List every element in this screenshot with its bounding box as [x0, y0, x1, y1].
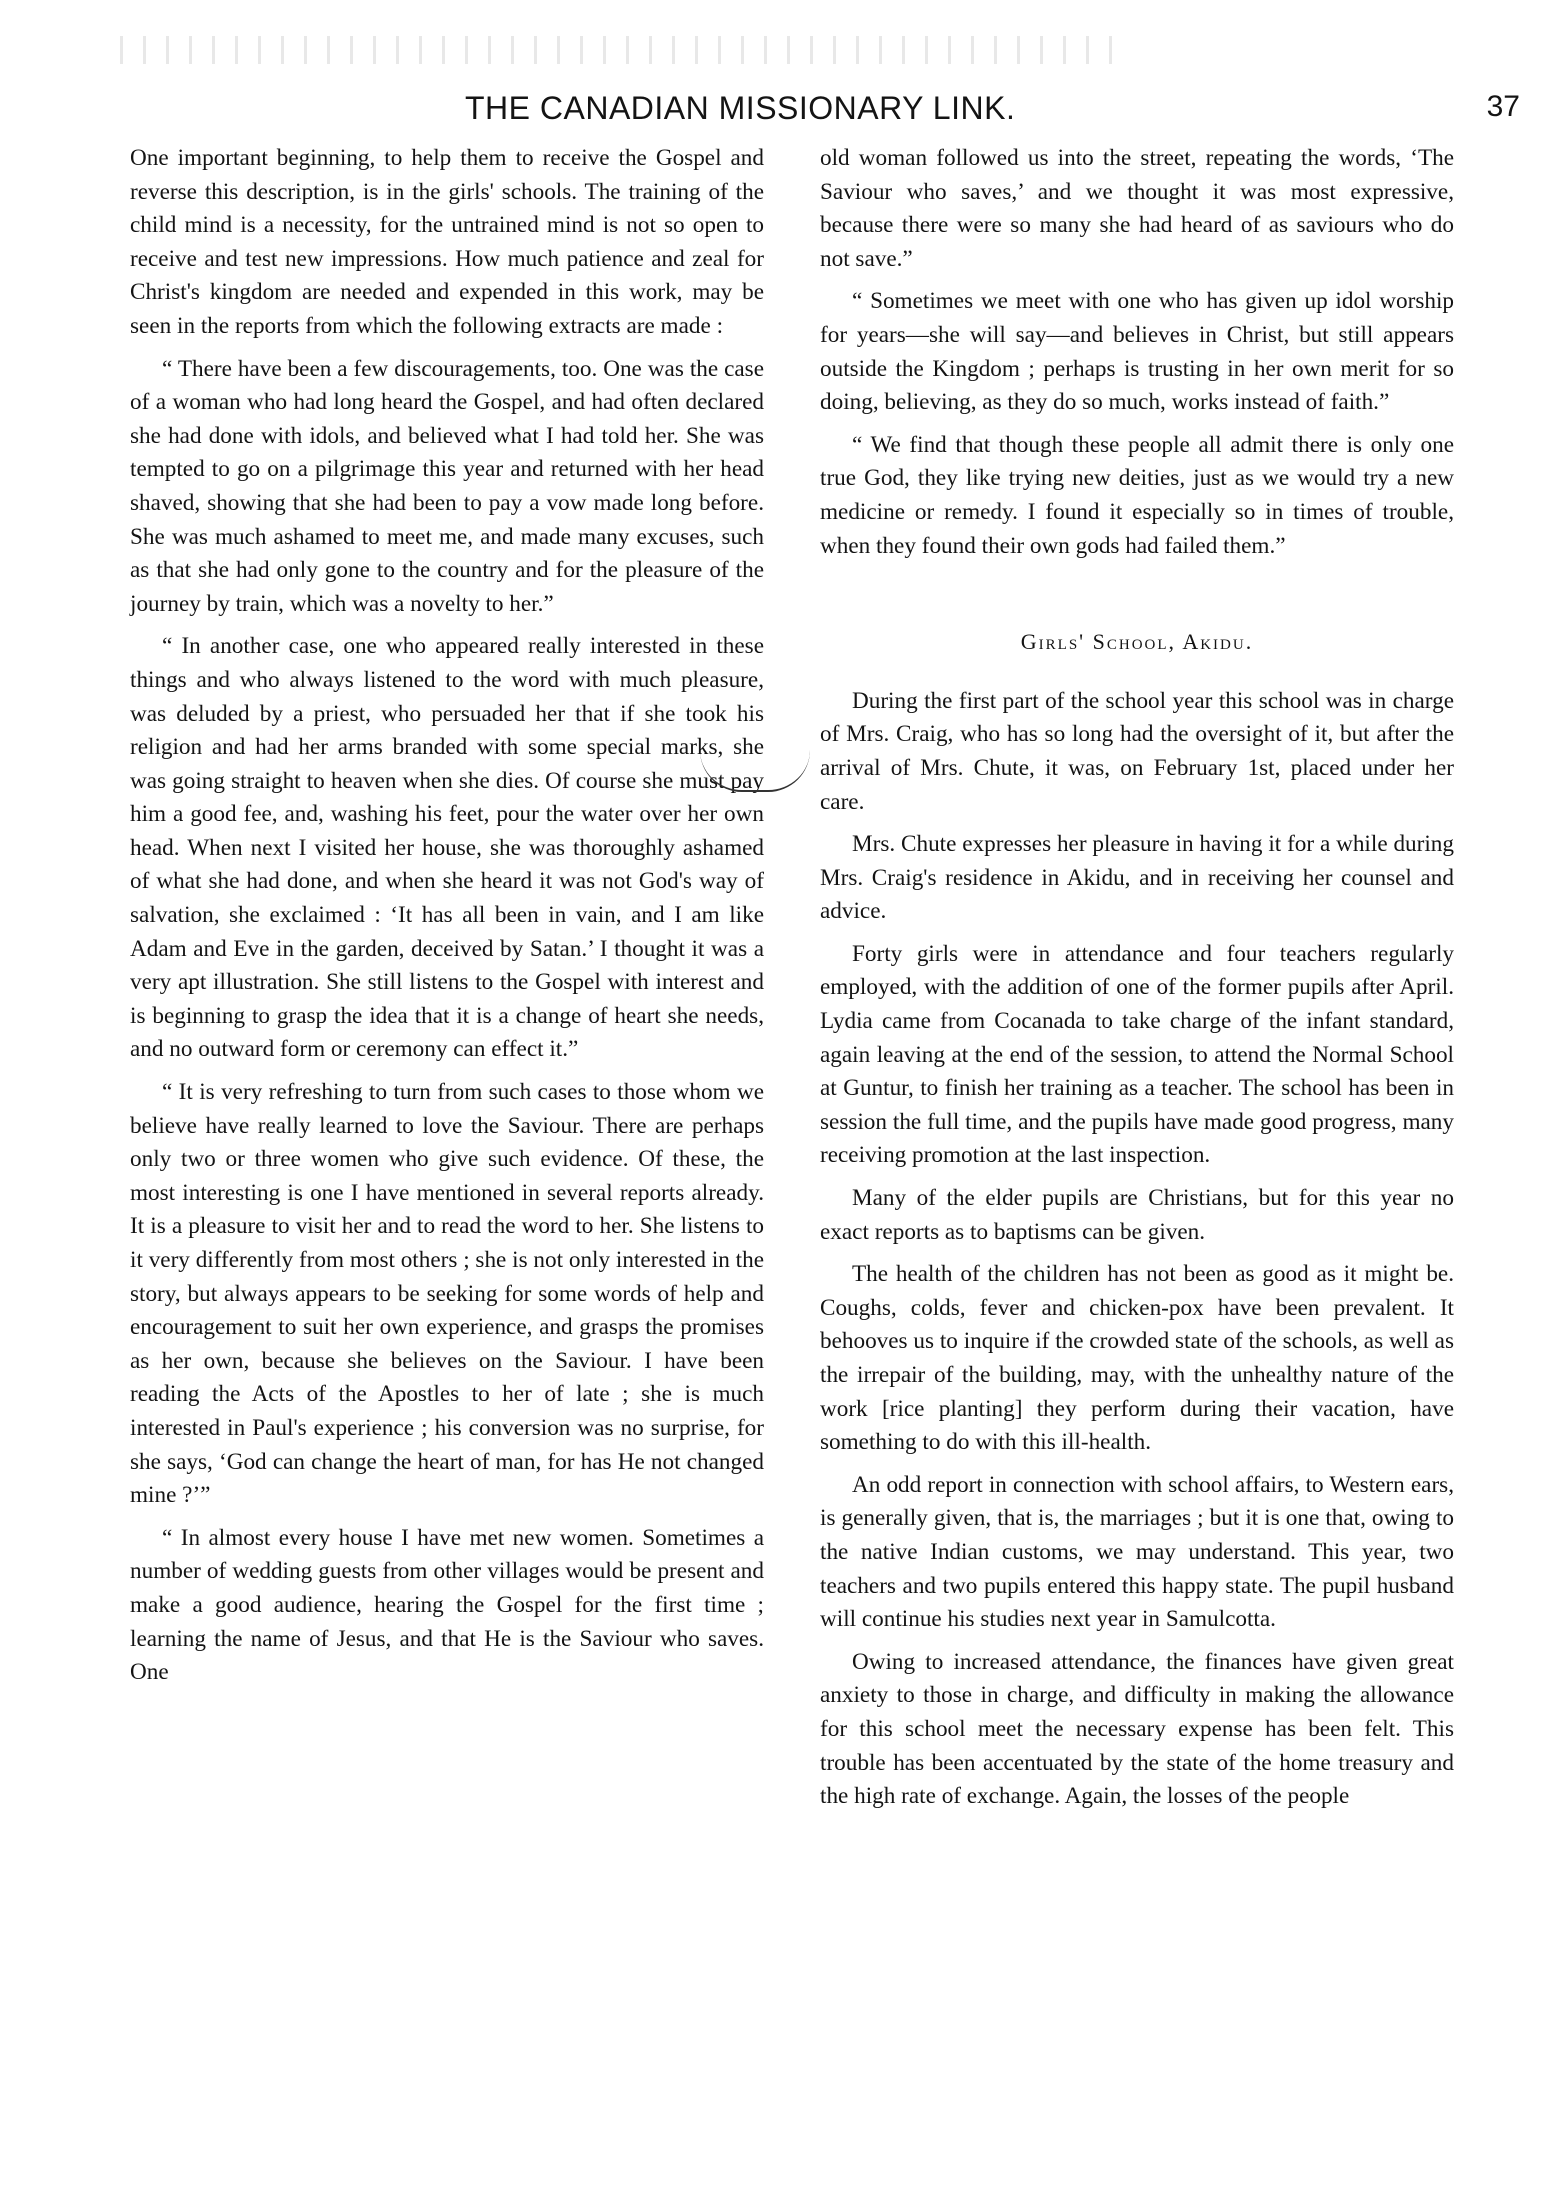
paragraph: “ We find that though these people all admit there is only one true God, they like trying new deities, just as we would try a new medicine or remedy. I found it especially so in times of trouble, when they found their own gods had failed them.” — [820, 431, 1454, 559]
paragraph: Many of the elder pupils are Christians, but for this year no exact reports as to baptisms can be given. — [820, 1185, 1454, 1245]
paragraph: Forty girls were in attendance and four teachers regularly employed, with the addition of one of the former pupils after April. Lydia came from Cocanada to take charge of the infant standard, again leaving at the end of the session, to attend the Normal School at Guntur, to finish her training as a teacher. The school has been in session the full time, and the pupils have made good progress, many receiving promotion at the last inspection. — [820, 940, 1454, 1169]
paragraph: “ Sometimes we meet with one who has given up idol worship for years—she will say—and believes in Christ, but still appears outside the Kingdom ; perhaps is trusting in her own merit for so doing, believing, as they do so much, works instead of faith.” — [820, 288, 1454, 416]
page-number: 37 — [1486, 90, 1520, 123]
paragraph: An odd report in connection with school affairs, to Western ears, is generally given, that is, the marriages ; but it is one that, owing to the native Indian customs, we may understand. This year, two teachers and two pupils entered this happy state. The pupil husband will continue his studies next year in Samulcotta. — [820, 1471, 1454, 1633]
paragraph: Owing to increased attendance, the finances have given great anxiety to those in charge, and difficulty in making the allowance for this school meet the necessary expense has been felt. This trouble has been accentuated by the state of the home treasury and the high rate of exchange. Again, the losses of the people — [820, 1648, 1454, 1810]
paragraph: “ In almost every house I have met new women. Sometimes a number of wedding guests from other villages would be present and make a good audience, hearing the Gospel for the first time ; learning the name of Jesus, and that He is the Saviour who saves. One — [130, 1524, 764, 1686]
right-column — [820, 142, 1454, 1823]
page-header — [130, 90, 1520, 130]
paragraph: “ In another case, one who appeared really interested in these things and who always listened to the word with much pleasure, was deluded by a priest, who persuaded her that if she took his religion and had her arms branded with some special marks, she was going straight to heaven when she dies. Of course she must pay him a good fee, and, washing his feet, pour the water over her own head. When next I visited her house, she was thoroughly ashamed of what she had done, and when she heard it was not God's way of salvation, she exclaimed : ‘It has all been in vain, and I am like Adam and Eve in the garden, deceived by Satan.’ I thought it was a very apt illustration. She still listens to the Gospel with interest and is beginning to grasp the idea that it is a change of heart she needs, and no outward form or ceremony can effect it.” — [130, 633, 764, 1063]
magazine-title: THE CANADIAN MISSIONARY LINK. — [465, 90, 1016, 126]
scan-speckle-mark — [120, 36, 1120, 64]
paragraph: The health of the children has not been as good as it might be. Coughs, colds, fever and chicken-pox have been prevalent. It behooves us to inquire if the crowded state of the schools, as well as the irrepair of the building, may, with the unhealthy nature of the work [rice planting] they perform during their vacation, have something to do with this ill-health. — [820, 1261, 1454, 1456]
paragraph: During the first part of the school year this school was in charge of Mrs. Craig, who has so long had the oversight of it, but after the arrival of Mrs. Chute, it was, on February 1st, placed under her care. — [820, 687, 1454, 815]
paragraph: One important beginning, to help them to receive the Gospel and reverse this description, is in the girls' schools. The training of the child mind is a necessity, for the untrained mind is not so open to receive and test new impressions. How much patience and zeal for Christ's kingdom are needed and expended in this work, may be seen in the reports from which the following extracts are made : — [130, 145, 764, 339]
paragraph: Mrs. Chute expresses her pleasure in having it for a while during Mrs. Craig's residence in Akidu, and in receiving her counsel and advice. — [820, 831, 1454, 925]
paragraph: “ There have been a few discouragements, too. One was the case of a woman who had long heard the Gospel, and had often declared she had done with idols, and believed what I had told her. She was tempted to go on a pilgrimage this year and returned with her head shaved, showing that she had been to pay a vow made long before. She was much ashamed to meet me, and made many excuses, such as that she had only gone to the country and for the pleasure of the journey by train, which was a novelty to her.” — [130, 355, 764, 617]
paragraph: “ It is very refreshing to turn from such cases to those whom we believe have really learned to love the Saviour. There are perhaps only two or three women who give such evidence. Of these, the most interesting is one I have mentioned in several reports already. It is a pleasure to visit her and to read the word to her. She listens to it very differently from most others ; she is not only interested in the story, but always appears to be seeking for some words of help and encouragement to suit her own experience, and grasps the promises as her own, because she believes on the Saviour. I have been reading the Acts of the Apostles to her of late ; she is much interested in Paul's experience ; his conversion was no surprise, for she says, ‘God can change the heart of man, for has He not changed mine ?’” — [130, 1079, 764, 1509]
left-column — [130, 142, 764, 1699]
paragraph: old woman followed us into the street, repeating the words, ‘The Saviour who saves,’ and we thought it was most expressive, because there were so many she had heard of as saviours who do not save.” — [820, 145, 1454, 272]
section-heading: Girls' School, Akidu. — [1020, 629, 1254, 655]
